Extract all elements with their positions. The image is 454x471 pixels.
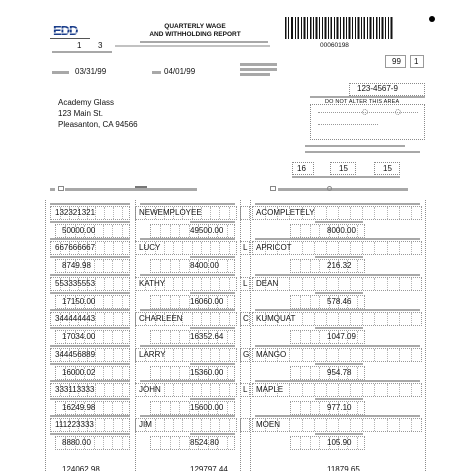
employee-ssn: 344444443 [55,314,96,323]
employee-count-month2: 15 [339,164,348,173]
employee-pit-wages: 15360.00 [190,368,224,377]
employee-ssn: 553335553 [55,279,96,288]
employee-pit-wages: 8524.80 [190,438,219,447]
employee-ssn: 333113333 [55,385,95,394]
employee-pit-withheld: 1047.09 [327,332,356,341]
form-title-line1: QUARTERLY WAGE [164,23,226,30]
employee-last-name: KUMQUAT [256,314,296,323]
employee-ssn: 667666667 [55,243,96,252]
delinquent-date: 04/01/99 [164,67,196,76]
totals-row [0,462,454,471]
employee-first-name: LUCY [139,243,161,252]
employee-pit-withheld: 8000.00 [327,226,356,235]
employee-pit-wages: 49500.00 [190,226,224,235]
employee-pit-withheld: 578.46 [327,297,352,306]
quarter-value: 1 [414,57,419,66]
employee-middle-initial: L [243,279,248,288]
employee-first-name: NEWEMPLOYEE [139,208,202,217]
page-number: 1 [77,41,82,50]
employer-street: 123 Main St. [58,109,103,118]
employee-ssn: 344456889 [55,350,96,359]
svg-text:EDD: EDD [53,23,78,38]
registration-dot [429,16,435,22]
edd-logo [52,22,84,38]
employee-ssn: 111223333 [55,420,94,429]
checkbox-b[interactable] [270,186,276,191]
employee-last-name: MANGO [256,350,287,359]
year-value: 99 [392,57,401,66]
employee-total-wages: 16249.98 [62,403,96,412]
employee-pit-wages: 16060.00 [190,297,224,306]
employee-total-wages: 8880.00 [62,438,91,447]
pit-withheld-sum: 11879.65 [327,465,360,471]
employee-last-name: MOEN [256,420,280,429]
employee-last-name: ACOMPLETELY [256,208,315,217]
employee-last-name: MAPLE [256,385,284,394]
employee-total-wages: 17150.00 [62,297,96,306]
employee-pit-wages: 8400.00 [190,261,219,270]
employee-pit-withheld: 954.78 [327,368,352,377]
employer-account-number: 123-4567-9 [357,84,398,93]
employee-first-name: JOHN [139,385,161,394]
employer-name: Academy Glass [58,98,115,107]
employee-pit-wages: 15600.00 [190,403,224,412]
total-wages-sum: 124062.98 [62,465,100,471]
employee-last-name: DEAN [256,279,279,288]
employee-middle-initial: L [243,385,248,394]
employee-middle-initial: C [243,314,249,323]
checkbox-a[interactable] [58,186,64,191]
form-title-line2: AND WITHHOLDING REPORT [149,31,241,38]
employee-first-name: LARRY [139,350,166,359]
quarter-ended-date: 03/31/99 [75,67,107,76]
form-title [140,23,250,39]
employee-first-name: JIM [139,420,152,429]
employee-first-name: KATHY [139,279,166,288]
employee-ssn: 132321321 [55,208,96,217]
employee-last-name: APRICOT [256,243,292,252]
employee-total-wages: 16000.02 [62,368,96,377]
employee-count-month3: 15 [383,164,392,173]
employee-pit-withheld: 105.90 [327,438,352,447]
employee-count-month1: 16 [297,164,306,173]
barcode [285,17,395,39]
employee-total-wages: 8749.98 [62,261,91,270]
employee-first-name: CHARLEEN [139,314,183,323]
pit-wages-sum: 129797.44 [190,465,228,471]
employee-pit-withheld: 977.10 [327,403,352,412]
employee-middle-initial: L [243,243,248,252]
barcode-number: 00060198 [320,42,349,49]
do-not-alter-label: DO NOT ALTER THIS AREA [325,99,400,105]
employee-middle-initial: G [243,350,250,359]
employee-pit-wages: 16352.64 [190,332,224,341]
employee-pit-withheld: 216.32 [327,261,352,270]
page-total: 3 [98,41,103,50]
employer-city: Pleasanton, CA 94566 [58,120,138,129]
employee-total-wages: 50000.00 [62,226,96,235]
employee-total-wages: 17034.00 [62,332,96,341]
